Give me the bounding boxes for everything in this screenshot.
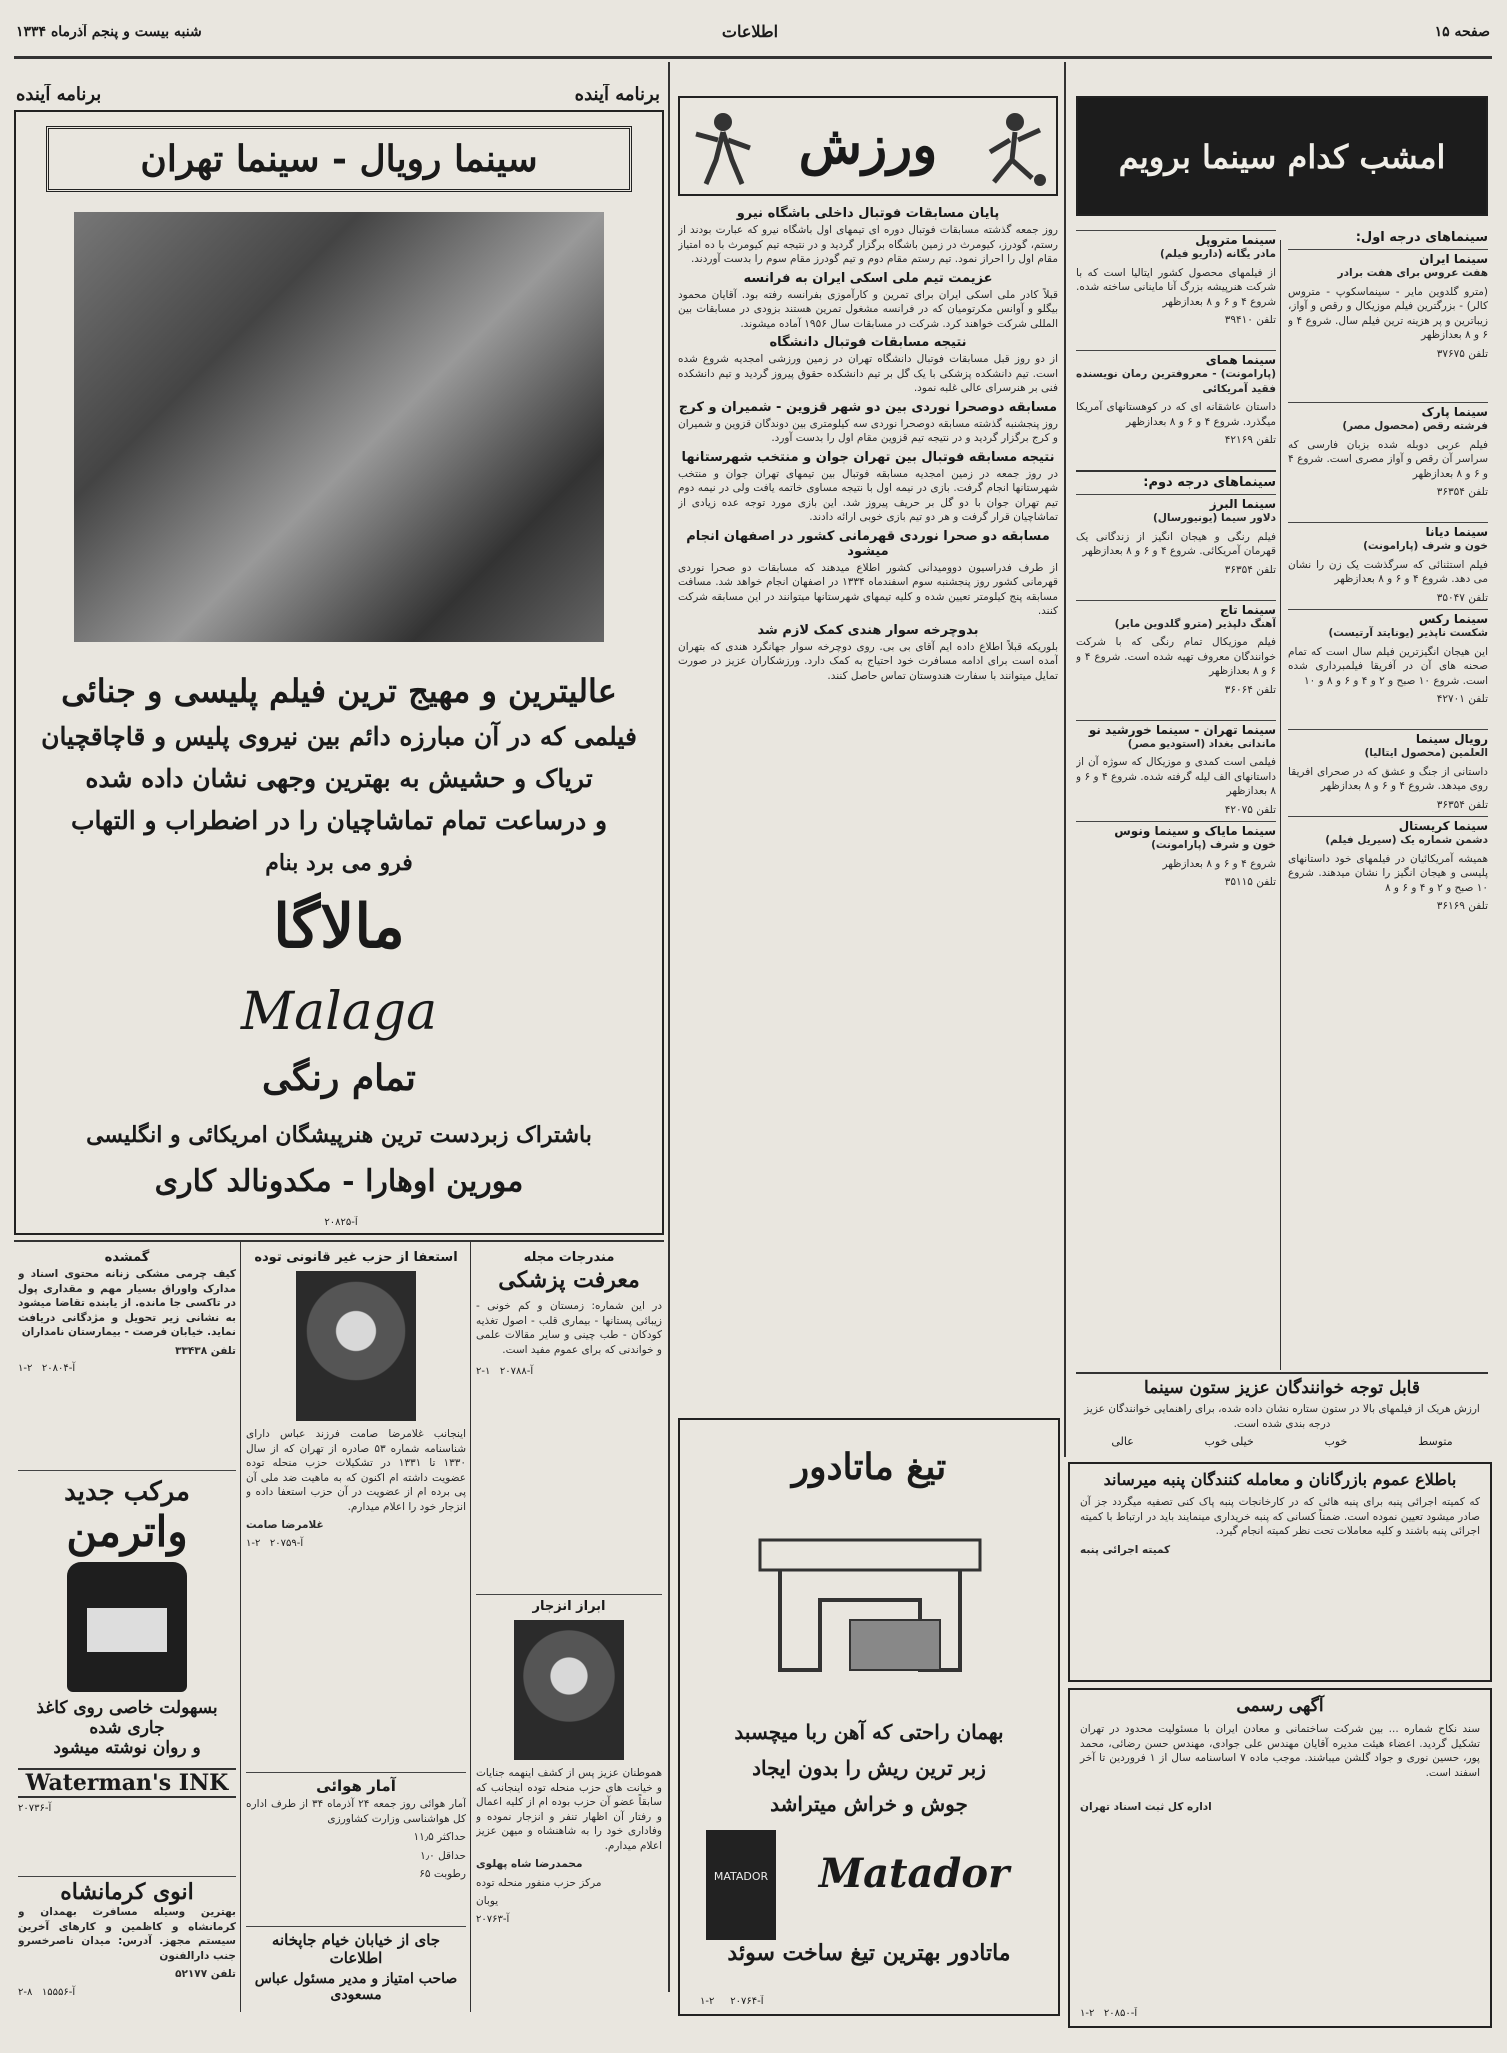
- film-title: خون و شرف (پارامونت): [1151, 839, 1276, 851]
- rating-legend: [1076, 1435, 1488, 1448]
- cinema-name: سینما همای: [1076, 350, 1276, 367]
- section-title-second-class: سینماهای درجه دوم:: [1076, 470, 1276, 490]
- film-title: مادر یگانه (داریو فیلم): [1160, 248, 1276, 260]
- cinema-entry: [1076, 720, 1276, 818]
- malaga-ad: [14, 110, 664, 1235]
- section-title-first-class: سینماهای درجه اول:: [1355, 230, 1488, 245]
- film-color: تمام رنگی: [262, 1057, 416, 1099]
- cinema-name: سینما رکس: [1288, 609, 1488, 626]
- transport-name: انوی کرمانشاه: [60, 1879, 194, 1905]
- transport-phone: تلفن ۵۲۱۷۷: [175, 1968, 236, 1980]
- ad-code: آ-۲۰۸۰۴: [41, 1363, 76, 1374]
- rating-label: عالی: [1111, 1435, 1134, 1448]
- waterman-brand: واترمن: [66, 1507, 188, 1556]
- portrait-photo: [296, 1271, 416, 1421]
- imprint-line1: جای از خیابان خیام جاپخانه اطلاعات: [271, 1931, 441, 1967]
- official-notice-text: سند نکاح شماره ... بین شرکت ساختمانی و معادن ایران با مسئولیت محدود در تهران تشکیل گردید. اعضاء هیئت مدیره آقایان مهندس علی جوادی، مهندس حسن رضائی، محمد پور، حسین نوری و جواد گلشن میباشند. موجب ماده ۷ اساسنامه سال از ۱ فروردین تا آخر اسفند است.: [1080, 1723, 1480, 1779]
- ink-bottle-icon: [67, 1562, 187, 1692]
- tudeh-title: استعفا از حزب غیر قانونی توده: [254, 1250, 458, 1265]
- cinema-entry: [1288, 609, 1488, 725]
- cinema-phone: تلفن ۴۲۰۷۵: [1224, 803, 1276, 816]
- magazine-name: معرفت پزشکی: [498, 1267, 640, 1293]
- cinema-entry: [1076, 350, 1276, 466]
- matador-title: تیغ ماتادور: [791, 1446, 947, 1488]
- article-title: مسابقه دوصحرا نوردی بین دو شهر قزوین - شمیران و کرج: [678, 399, 1058, 415]
- ad-code: آ-۱۵۵۵۶: [41, 1986, 76, 1998]
- cinema-phone: تلفن ۳۵۰۴۷: [1436, 591, 1488, 604]
- cinema-banner-text: امشب کدام سینما برویم: [1118, 138, 1446, 176]
- magazine-label: مندرجات مجله: [523, 1250, 615, 1265]
- cinema-name: رویال سینما: [1288, 729, 1488, 746]
- rating-label: متوسط: [1418, 1435, 1453, 1448]
- article-body: روز جمعه گذشته مسابقات فوتبال دوره ای تیمهای اول باشگاه نیرو که عبارت بودند از رستم، گودرز، کیومرث در زمین باشگاه برگزار گردید و در نتیجه تیم کیومرث با ده امتیاز مقام اول را احراز نمود. تیم رستم مقام دوم و تیم گودرز مقام سوم را بدست آوردند.: [678, 224, 1058, 265]
- film-title: (پارامونت) - معروفترین رمان نویسنده فقید آمریکائی: [1076, 368, 1276, 395]
- transport-text: بهترین وسیله مسافرت بهمدان و کرمانشاه و کاظمین و کارهای آخرین سیستم مجهز. آدرس: میدان ناصرخسرو جنب دارالفنون: [18, 1906, 236, 1962]
- matador-ad: [678, 1418, 1060, 2016]
- bazaar-notice-text: که کمیته اجرائی پنبه برای پنبه هائی که در کارخانجات پنبه پاک کنی تصفیه میگردد جز آن صادر میشود تعیین نموده است. ضمناً کسانی که پنبه خریداری مینمایند باید در ارتباط با کمیته اجرائی پنبه باشند و کلیه معاملات تحت نظر کمیته انجام گیرد.: [1080, 1496, 1480, 1537]
- tudeh-sign: غلامرضا صامت: [246, 1519, 324, 1531]
- matador-brand: Matador: [818, 1850, 1010, 1897]
- ad-number: ۱-۲: [476, 1366, 491, 1377]
- article-body: از طرف فدراسیون دوومیدانی کشور اطلاع میدهند که مسابقات دو صحرا نوردی قهرمانی کشور روز پنجشنبه سوم اسفندماه ۱۳۳۴ در اصفهان انجام خواهد شد. مسافت مسابقه پنج کیلومتر تعیین شده و کلیه تیمهای شهرستانها میتوانند در این مسابقه شرکت کنند.: [678, 561, 1058, 617]
- film-stars: مورین اوهارا - مکدونالد کاری: [154, 1164, 524, 1199]
- lost-phone: تلفن ۳۳۴۳۸: [175, 1344, 236, 1357]
- footballer-icon: [980, 108, 1050, 188]
- tagline-3: تریاک و حشیش به بهترین وجهی نشان داده شده: [85, 764, 593, 793]
- sports-article: [678, 529, 1058, 619]
- cinema-name: سینما البرز: [1076, 494, 1276, 511]
- ad-code: آ-۲۰۷۶۴: [730, 1996, 764, 2007]
- article-title: پایان مسابقات فوتبال داخلی باشگاه نیرو: [736, 206, 1000, 221]
- film-text: فیلم رنگی و هیجان انگیز از زندگانی یک قهرمان آمریکائی. شروع ۴ و ۶ و ۸ بعدازظهر: [1076, 530, 1276, 557]
- cinema-name: سینما مایاک و سینما ونوس: [1076, 821, 1276, 838]
- tagline-2: فیلمی که در آن مبارزه دائم بین نیروی پلیس و قاچاقچیان: [41, 722, 637, 751]
- official-notice-sign: اداره کل ثبت اسناد تهران: [1080, 1801, 1212, 1813]
- film-text: فیلم عربی دوبله شده بزبان فارسی که سراسر آن رقص و آواز مصری است. شروع ۴ و ۶ و ۸ بعدازظهر: [1288, 438, 1488, 480]
- official-notice: [1068, 1688, 1492, 2028]
- cinema-name: سینما دیانا: [1288, 522, 1488, 539]
- cinema-phone: تلفن ۴۲۱۶۹: [1224, 434, 1276, 446]
- film-text: (مترو گلدوین مایر - سینماسکوپ - متروس کالر) - بزرگترین فیلم موزیکال و رقص و آواز، زیباترین و پر هزینه ترین فیلم سال. شروع ۴ و ۶ و ۸ بعدازظهر: [1288, 285, 1488, 341]
- cinema-entry: [1076, 494, 1276, 596]
- cinema-entry: [1288, 249, 1488, 398]
- tagline-4: و درساعت تمام تماشاچیان را در اضطراب و التهاب: [70, 806, 608, 835]
- waterman-title: مرکب جدید: [64, 1477, 190, 1507]
- sports-article: [678, 400, 1058, 446]
- article-title: نتیجه مسابقه فوتبال بین تهران جوان و منتخب شهرستانها: [681, 449, 1055, 465]
- lost-text: کیف چرمی مشکی زنانه محتوی اسناد و مدارک واوراق بسیار مهم و مقداری پول در تاکسی جا مانده. از یابنده تقاضا میشود به نشانی زیر تحویل و مژدگانی دریافت نماید. خیابان فرصت - بیمارستان نامداران: [18, 1268, 236, 1338]
- ad-number: ۸-۲: [18, 1986, 33, 1998]
- cinema-name: سینما تاج: [1076, 600, 1276, 617]
- film-title: دلاور سیما (یونیورسال): [1152, 512, 1276, 524]
- ebraz-sub2: یوبان: [476, 1895, 499, 1907]
- tagline-5: فرو می برد بنام: [265, 850, 413, 876]
- article-title: بدوچرخه سوار هندی کمک لازم شد: [757, 622, 979, 638]
- bazaar-notice-sign: کمیته اجرائی پنبه: [1080, 1543, 1171, 1556]
- coming-program-label: برنامه آینده: [574, 84, 660, 105]
- sports-article: [678, 335, 1058, 396]
- cinema-notice-title: قابل توجه خوانندگان عزیز ستون سینما: [1144, 1378, 1420, 1398]
- cinema-phone: تلفن ۴۲۷۰۱: [1436, 693, 1488, 705]
- waterman-ad: [18, 1470, 236, 1870]
- cinema-entry: [1288, 522, 1488, 605]
- weather-row: رطوبت ۶۵: [419, 1868, 466, 1880]
- ebraz-ad: [476, 1594, 662, 2008]
- imprint-line2: صاحب امتیاز و مدیر مسئول عباس مسعودی: [254, 1971, 458, 2003]
- matador-slogan3: جوش و خراش میتراشد: [770, 1792, 968, 1816]
- film-text: داستان عاشقانه ای که در کوهستانهای آمریکا میگذرد. شروع ۴ و ۶ و ۸ بعدازظهر: [1076, 401, 1276, 428]
- ad-code: آ-۲۰۷۸۸: [499, 1366, 534, 1377]
- sports-articles: [678, 202, 1058, 1407]
- sports-banner: [678, 96, 1058, 196]
- waterman-caption1: بسهولت خاصی روی کاغذ جاری شده: [36, 1698, 218, 1738]
- film-title: دشمن شماره یک (سیریل فیلم): [1325, 834, 1488, 846]
- sports-article: [678, 206, 1058, 267]
- bazaar-notice-title: باطلاع عموم بازرگانان و معامله کنندگان پنبه میرساند: [1103, 1470, 1457, 1489]
- rating-label: خوب: [1324, 1435, 1348, 1448]
- film-text: این هیجان انگیزترین فیلم سال است که تمام صحنه های آن در آفریقا فیلمبرداری شده است. شروع ۱۰ صبح و ۲ و ۴ و ۶ و ۸ و ۱۰: [1288, 645, 1488, 687]
- cinema-name: سینما تهران - سینما خورشید نو: [1076, 720, 1276, 737]
- imprint: [246, 1926, 466, 2010]
- ad-code: آ-۲۰۸۲۵: [324, 1217, 358, 1228]
- matador-footer: ماتادور بهترین تیغ ساخت سوئد: [727, 1940, 1011, 1966]
- film-text: فیلم استثنائی که سرگذشت یک زن را نشان می دهد. شروع ۴ و ۶ و ۸ بعدازظهر: [1288, 558, 1488, 585]
- film-text: شروع ۴ و ۶ و ۸ بعدازظهر: [1162, 857, 1276, 870]
- cinema-banner: [1076, 96, 1488, 216]
- cinema-phone: تلفن ۳۶۳۵۴: [1224, 563, 1276, 576]
- matador-pack: MATADOR: [706, 1830, 776, 1940]
- sports-article: [678, 450, 1058, 525]
- sports-article: [678, 623, 1058, 684]
- film-still-photo: [74, 212, 604, 642]
- article-body: از دو روز قبل مسابقات فوتبال دانشگاه تهران در زمین ورزشی امجدیه شروع شده است. تیم دانشکده پزشکی با یک گل بر تیم دانشکده حقوق پیروز گردید و تیم دانشکده فنی بر هنرسرای عالی غلبه نمود.: [678, 353, 1058, 394]
- film-text: از فیلمهای محصول کشور ایتالیا است که با شرکت هنرپیشه بزرگ آنا ماینانی ساخته شده. شروع ۴ و ۶ و ۸ بعدازظهر: [1076, 266, 1276, 308]
- cinema-notice-text: ارزش هریک از فیلمهای بالا در ستون ستاره نشان داده شده، برای راهنمایی خوانندگان عزیز درجه بندی شده است.: [1084, 1403, 1480, 1430]
- ebraz-sign: محمدرضا شاه پهلوی: [476, 1858, 583, 1870]
- ad-code: آ-۲۰۷۳۶: [18, 1803, 52, 1814]
- tudeh-text: اینجانب غلامرضا صامت فرزند عباس دارای شناسنامه شماره ۵۳ صادره از تهران که از سال ۱۳۳۰ تا ۱۳۳۱ در تشکیلات حزب منحله توده عضویت داشته ام اکنون که به ماهیت ضد ملی آن پی برده ام از عضویت در آن حزب استعفا داده و انزجار خود را اعلام میدارم.: [246, 1428, 466, 1513]
- lost-item-ad: [18, 1246, 236, 1466]
- weather-row: حداقل ۱٫۰: [420, 1849, 466, 1862]
- cinema-phone: تلفن ۳۷۶۷۵: [1436, 347, 1488, 360]
- ad-number: ۲-۱: [246, 1537, 261, 1549]
- cinema-phone: تلفن ۳۶۰۶۴: [1224, 683, 1276, 696]
- matador-slogan1: بهمان راحتی که آهن ربا میچسبد: [734, 1720, 1004, 1744]
- cinema-phone: تلفن ۳۶۳۵۴: [1436, 486, 1488, 498]
- film-text: همیشه آمریکائیان در فیلمهای خود داستانهای پلیسی و هیجان انگیز را نشان میدهند. شروع ۱۰ صبح و ۲ و ۴ و ۶ و ۸: [1288, 852, 1488, 894]
- film-title: ماندانی بغداد (استودیو مصر): [1127, 737, 1276, 750]
- cinema-name: سینما کریستال: [1288, 816, 1488, 833]
- film-text: داستانی از جنگ و عشق که در صحرای افریقا روی میدهد. شروع ۴ و ۶ و ۸ بعدازظهر: [1288, 765, 1488, 792]
- cinema-phone: تلفن ۳۶۱۶۹: [1436, 900, 1488, 912]
- article-title: مسابقه دو صحرا نوردی قهرمانی کشور در اصفهان انجام میشود: [686, 528, 1050, 559]
- transport-ad: [18, 1876, 236, 2012]
- sports-article: [678, 271, 1058, 332]
- cinema-entry: [1076, 821, 1276, 890]
- cinema-name: سینما ایران: [1288, 249, 1488, 266]
- ad-code: آ-۲۰۸۵۰: [1103, 2008, 1138, 2019]
- issue-date: شنبه بیست و پنجم آذرماه ۱۳۳۴: [16, 24, 202, 40]
- cinema-ad-title: سینما رویال - سینما تهران: [46, 126, 632, 192]
- article-body: بلوریکه قبلاً اطلاع داده ایم آقای بی بی. روی دوچرخه سوار جهانگرد هندی که بتهران آمده است برای ادامه مسافرت خود احتیاج به کمک دارد. ورزشکاران عزیز در صورت تمایل میتوانند با سفارت هندوستان تماس حاصل کنند.: [678, 640, 1058, 682]
- boxer-icon: [688, 108, 758, 188]
- film-title: العلمین (محصول ایتالیا): [1364, 747, 1488, 759]
- film-title: فرشته رقص (محصول مصر): [1342, 420, 1488, 432]
- waterman-logo: Waterman's INK: [18, 1768, 236, 1798]
- film-text: فیلمی است کمدی و موزیکال که سوژه آن از داستانهای الف لیله گرفته شده. شروع ۴ و ۶ و ۸ بعدازظهر: [1076, 756, 1276, 797]
- article-body: در روز جمعه در زمین امجدیه مسابقه فوتبال بین تیمهای تهران جوان و منتخب شهرستانها انجام گرفت. بازی در نیمه اول با نتیجه مساوی خاتمه یافت ولی در نیمه دوم تیم تهران جوان با دو گل بر حریف پیروز شد. این بازی مورد توجه عده زیادی از تماشاچیان قرار گرفت و هر دو تیم بازی خوبی ارائه دادند.: [678, 467, 1058, 523]
- film-title: شکست ناپذیر (یونایتد آرتیست): [1328, 627, 1488, 639]
- sports-banner-text: ورزش: [798, 115, 938, 176]
- cinema-name: سینما متروپل: [1076, 230, 1276, 247]
- article-title: نتیجه مسابقات فوتبال دانشگاه: [769, 335, 967, 350]
- cinema-phone: تلفن ۳۹۴۱۰: [1224, 314, 1276, 326]
- matador-slogan2: زبر ترین ریش را بدون ایجاد: [752, 1756, 986, 1780]
- cinema-list-second: [1076, 226, 1276, 1366]
- tagline-1: عالیترین و مهیج ترین فیلم پلیسی و جنائی: [61, 672, 617, 710]
- cinema-name: سینما پارک: [1288, 402, 1488, 419]
- official-notice-title: آگهی رسمی: [1236, 1696, 1324, 1716]
- ad-number: ۲-۱: [700, 1996, 715, 2007]
- film-text: فیلم موزیکال تمام رنگی که با شرکت خوانندگان معروف تهیه شده است. شروع ۴ و ۶ و ۸ بعدازظهر: [1076, 636, 1276, 677]
- cinema-entry: [1288, 402, 1488, 518]
- cinema-entry: [1076, 600, 1276, 716]
- lost-title: گمشده: [104, 1250, 150, 1265]
- masthead: اطلاعات: [721, 22, 779, 41]
- cinema-entry: [1288, 729, 1488, 812]
- article-title: عزیمت تیم ملی اسکی ایران به فرانسه: [743, 270, 993, 286]
- weather-row: حداکثر ۱۱٫۵: [413, 1831, 466, 1843]
- ad-number: ۲-۱: [1080, 2008, 1095, 2019]
- waterman-caption2: و روان نوشته میشود: [53, 1738, 201, 1758]
- cinema-entry: [1076, 230, 1276, 346]
- film-title: خون و شرف (پارامونت): [1363, 540, 1488, 552]
- ad-code: آ-۲۰۷۵۹: [269, 1537, 304, 1549]
- film-title: هفت عروس برای هفت برادر: [1337, 267, 1488, 279]
- weather-box: [246, 1772, 466, 1922]
- magazine-text: در این شماره: زمستان و کم خونی - زیبائی پستانها - بیماری قلب - اصول تغذیه کودکان - طب چینی و سایر مقالات علمی و خواندنی که برای عموم مفید است.: [476, 1300, 662, 1356]
- tudeh-resignation-ad: [246, 1246, 466, 1766]
- cinema-list-first-class: [1288, 226, 1488, 1366]
- bazaar-notice: [1068, 1462, 1492, 1682]
- ebraz-sub: مرکز حزب منفور منحله توده: [476, 1876, 602, 1889]
- ad-number: ۲-۱: [18, 1363, 33, 1374]
- ebraz-text: هموطنان عزیز پس از کشف اینهمه جنایات و خیانت های حزب منحله توده اینجانب که سابقاً عضو آن حزب بوده ام از کلیه اعمال و رفتار آن اظهار تنفر و انزجار نموده و وفاداری خود را به شاهنشاه و میهن عزیز اعلام میدارم.: [476, 1767, 662, 1852]
- film-title: آهنگ دلپذیر (مترو گلدوین مایر): [1114, 617, 1276, 630]
- rating-label: خیلی خوب: [1204, 1435, 1254, 1448]
- magazine-ad: [476, 1246, 662, 1586]
- article-body: روز پنجشنبه گذشته مسابقه دوصحرا نوردی سه کیلومتری بین دوندگان قزوین و شمیران و کرج برگزار گردید و در نتیجه تیم قزوین مقام اول را بدست آورد.: [678, 417, 1058, 444]
- article-body: قبلاً کادر ملی اسکی ایران برای تمرین و کارآموزی بفرانسه رفته بود. آقایان محمود بیگلو و آوانس مکرتومیان که در فرانسه مشغول تمرین هستند بزودی در مسابقات بین المللی شرکت خواهند کرد. شرکت در مسابقات سال ۱۹۵۶ آماده میشوند.: [678, 288, 1058, 330]
- ebraz-title: ابراز انزجار: [532, 1599, 606, 1614]
- weather-text: آمار هوائی روز جمعه ۲۴ آذرماه ۳۴ از طرف اداره کل هواشناسی وزارت کشاورزی: [246, 1798, 466, 1825]
- ad-code: آ-۲۰۷۶۳: [476, 1913, 510, 1925]
- weather-title: آمار هوائی: [316, 1777, 396, 1795]
- magnet-razor-icon: [740, 1520, 1000, 1700]
- page-number: صفحه ۱۵: [1434, 24, 1490, 40]
- cinema-phone: تلفن ۳۵۱۱۵: [1224, 876, 1276, 888]
- film-cast-line: باشتراک زبردست ترین هنرپیشگان امریکائی و انگلیسی: [86, 1122, 592, 1148]
- cinema-phone: تلفن ۳۶۳۵۴: [1436, 798, 1488, 811]
- film-title-fa: مالاگا: [273, 892, 405, 962]
- cinema-entry: [1288, 816, 1488, 914]
- film-title-en: Malaga: [240, 982, 438, 1042]
- cinema-notice: [1076, 1372, 1488, 1452]
- coming-program-label: برنامه آینده: [16, 84, 102, 105]
- portrait-photo: [514, 1620, 624, 1760]
